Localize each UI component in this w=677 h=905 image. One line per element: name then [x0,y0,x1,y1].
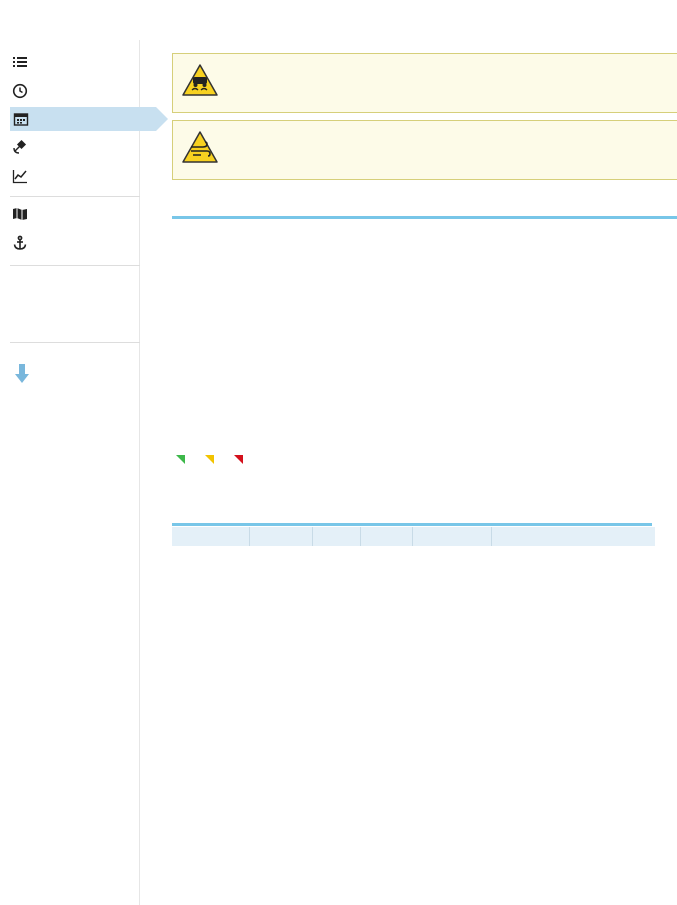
sidebar [0,40,140,905]
column-header-dato [172,527,250,546]
anchor-icon [12,235,28,251]
sidebar-divider [10,342,140,343]
column-header-vind [492,527,655,546]
list-icon [12,54,28,70]
slippery-road-warning-icon [181,63,219,97]
sidebar-item-kystvarsel[interactable] [12,231,36,255]
column-header-varsel [313,527,361,546]
legend-item [205,455,220,464]
sidebar-item-time-for-time[interactable] [12,79,36,103]
calendar-icon [13,111,29,127]
back-to-main-menu-link[interactable] [14,363,122,385]
warning-slippery-road[interactable] [172,53,677,113]
certainty-legend [176,455,263,464]
longterm-rule [172,216,677,219]
clock-icon [12,83,28,99]
legend-item [176,455,191,464]
column-header-tid [250,527,313,546]
sidebar-item-langtidsvarsel[interactable] [10,107,156,131]
sidebar-divider [10,196,140,197]
sidebar-item-vaeret-som-var[interactable] [12,164,36,188]
warning-strong-gusts[interactable] [172,120,677,180]
graph-icon [12,168,28,184]
satellite-icon [12,139,28,155]
legend-green-flag [176,455,185,464]
sidebar-divider [10,265,140,266]
legend-red-flag [234,455,243,464]
back-to-main-menu-label [38,363,122,385]
arrow-down-icon [14,363,30,385]
column-header-nedbor [413,527,492,546]
column-header-temp[interactable] [361,527,413,546]
sidebar-item-kart[interactable] [12,202,36,226]
detailed-rule [172,523,652,526]
legend-item [234,455,249,464]
legend-yellow-flag [205,455,214,464]
map-icon [12,206,28,222]
sidebar-item-oversikt[interactable] [12,50,36,74]
sidebar-item-vaerradar[interactable] [12,135,36,159]
wind-warning-icon [181,130,219,164]
